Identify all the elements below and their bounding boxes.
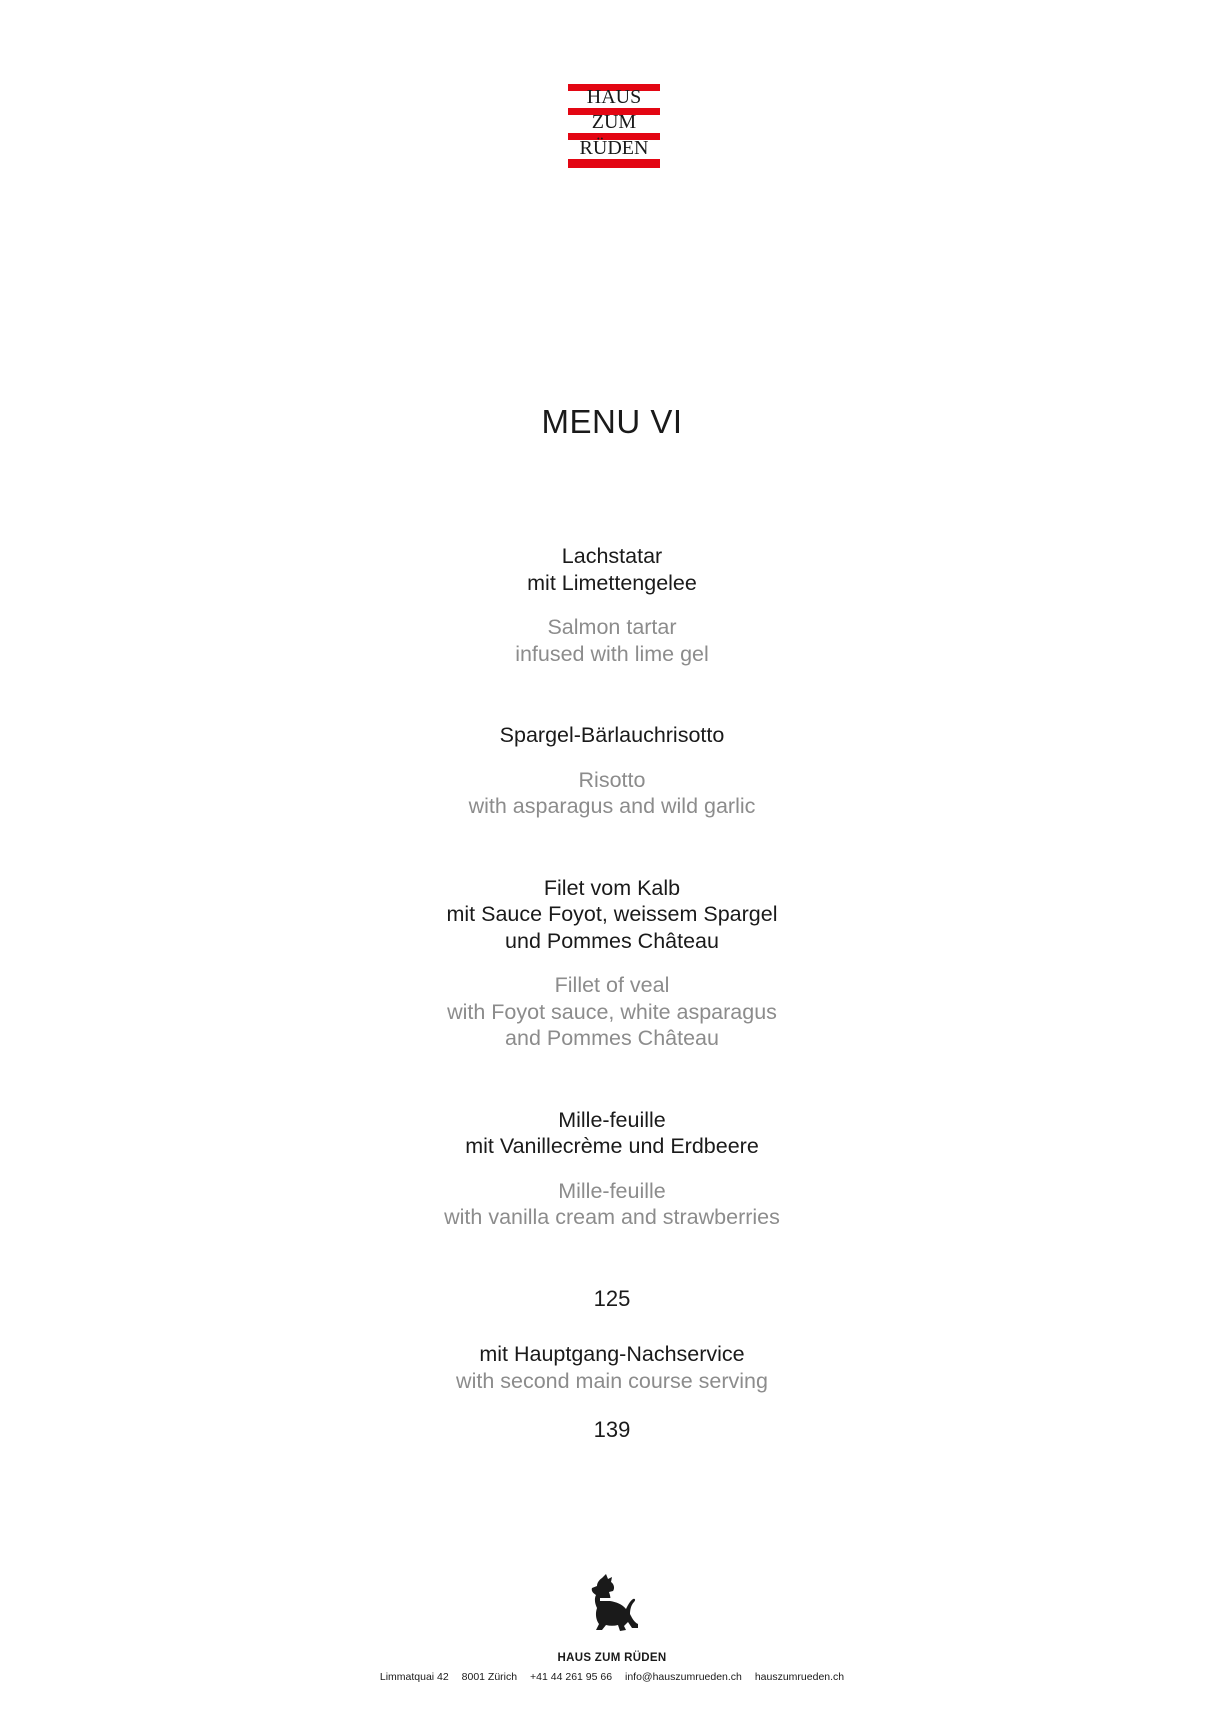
course-line-en: and Pommes Château <box>505 1026 719 1050</box>
course-name-en <box>0 1178 1224 1231</box>
course-line-de: Spargel-Bärlauchrisotto <box>499 723 725 747</box>
course-line-de: mit Sauce Foyot, weissem Spargel <box>446 902 778 926</box>
course-name-de <box>0 722 1224 749</box>
course-line-en: Salmon tartar <box>547 615 677 639</box>
course-name-en <box>0 972 1224 1052</box>
menu-course <box>0 543 1224 667</box>
supplement-price: 139 <box>593 1417 631 1442</box>
footer-email[interactable]: info@hauszumrueden.ch <box>625 1671 742 1683</box>
menu-courses <box>0 543 1224 1286</box>
course-line-de: mit Limettengelee <box>527 570 697 595</box>
menu-price: 125 <box>593 1286 631 1311</box>
footer-contact <box>0 1671 1224 1683</box>
logo-stripe <box>568 159 660 168</box>
course-line-de: mit Vanillecrème und Erdbeere <box>465 1134 759 1158</box>
course-line-en: infused with lime gel <box>515 641 709 666</box>
course-line-de: Mille-feuille <box>558 1107 666 1132</box>
course-line-en: with asparagus and wild garlic <box>468 794 756 818</box>
page-title: MENU VI <box>541 403 683 440</box>
course-line-en: Mille-feuille <box>558 1178 666 1203</box>
menu-course <box>0 722 1224 820</box>
menu-course <box>0 1107 1224 1231</box>
footer-city: 8001 Zürich <box>461 1671 518 1683</box>
course-name-en <box>0 767 1224 820</box>
footer-phone[interactable]: +41 44 261 95 66 <box>530 1671 613 1683</box>
course-line-en: with vanilla cream and strawberries <box>444 1205 780 1229</box>
course-name-en <box>0 614 1224 667</box>
course-line-de: und Pommes Château <box>505 928 719 953</box>
course-name-de <box>0 543 1224 596</box>
supplement-en: with second main course serving <box>456 1368 768 1393</box>
course-line-en: with Foyot sauce, white asparagus <box>447 999 777 1024</box>
footer-website[interactable]: hauszumrueden.ch <box>754 1671 845 1683</box>
course-line-en: Fillet of veal <box>554 973 670 997</box>
supplement-option <box>0 1341 1224 1394</box>
course-line-de: Lachstatar <box>561 544 663 568</box>
footer-restaurant-name: HAUS ZUM RÜDEN <box>557 1652 667 1664</box>
logo-text-line: ZUM <box>591 111 637 133</box>
logo-text-line: HAUS <box>586 86 642 108</box>
logo-text-line: RÜDEN <box>579 137 649 159</box>
course-name-de <box>0 875 1224 955</box>
course-line-en: Risotto <box>578 767 646 792</box>
supplement-de: mit Hauptgang-Nachservice <box>479 1342 745 1366</box>
footer-address: Limmatquai 42 <box>379 1671 449 1683</box>
course-name-de <box>0 1107 1224 1160</box>
logo <box>568 84 660 168</box>
course-line-de: Filet vom Kalb <box>543 875 681 900</box>
menu-course <box>0 875 1224 1052</box>
dog-emblem-icon <box>588 1574 640 1632</box>
